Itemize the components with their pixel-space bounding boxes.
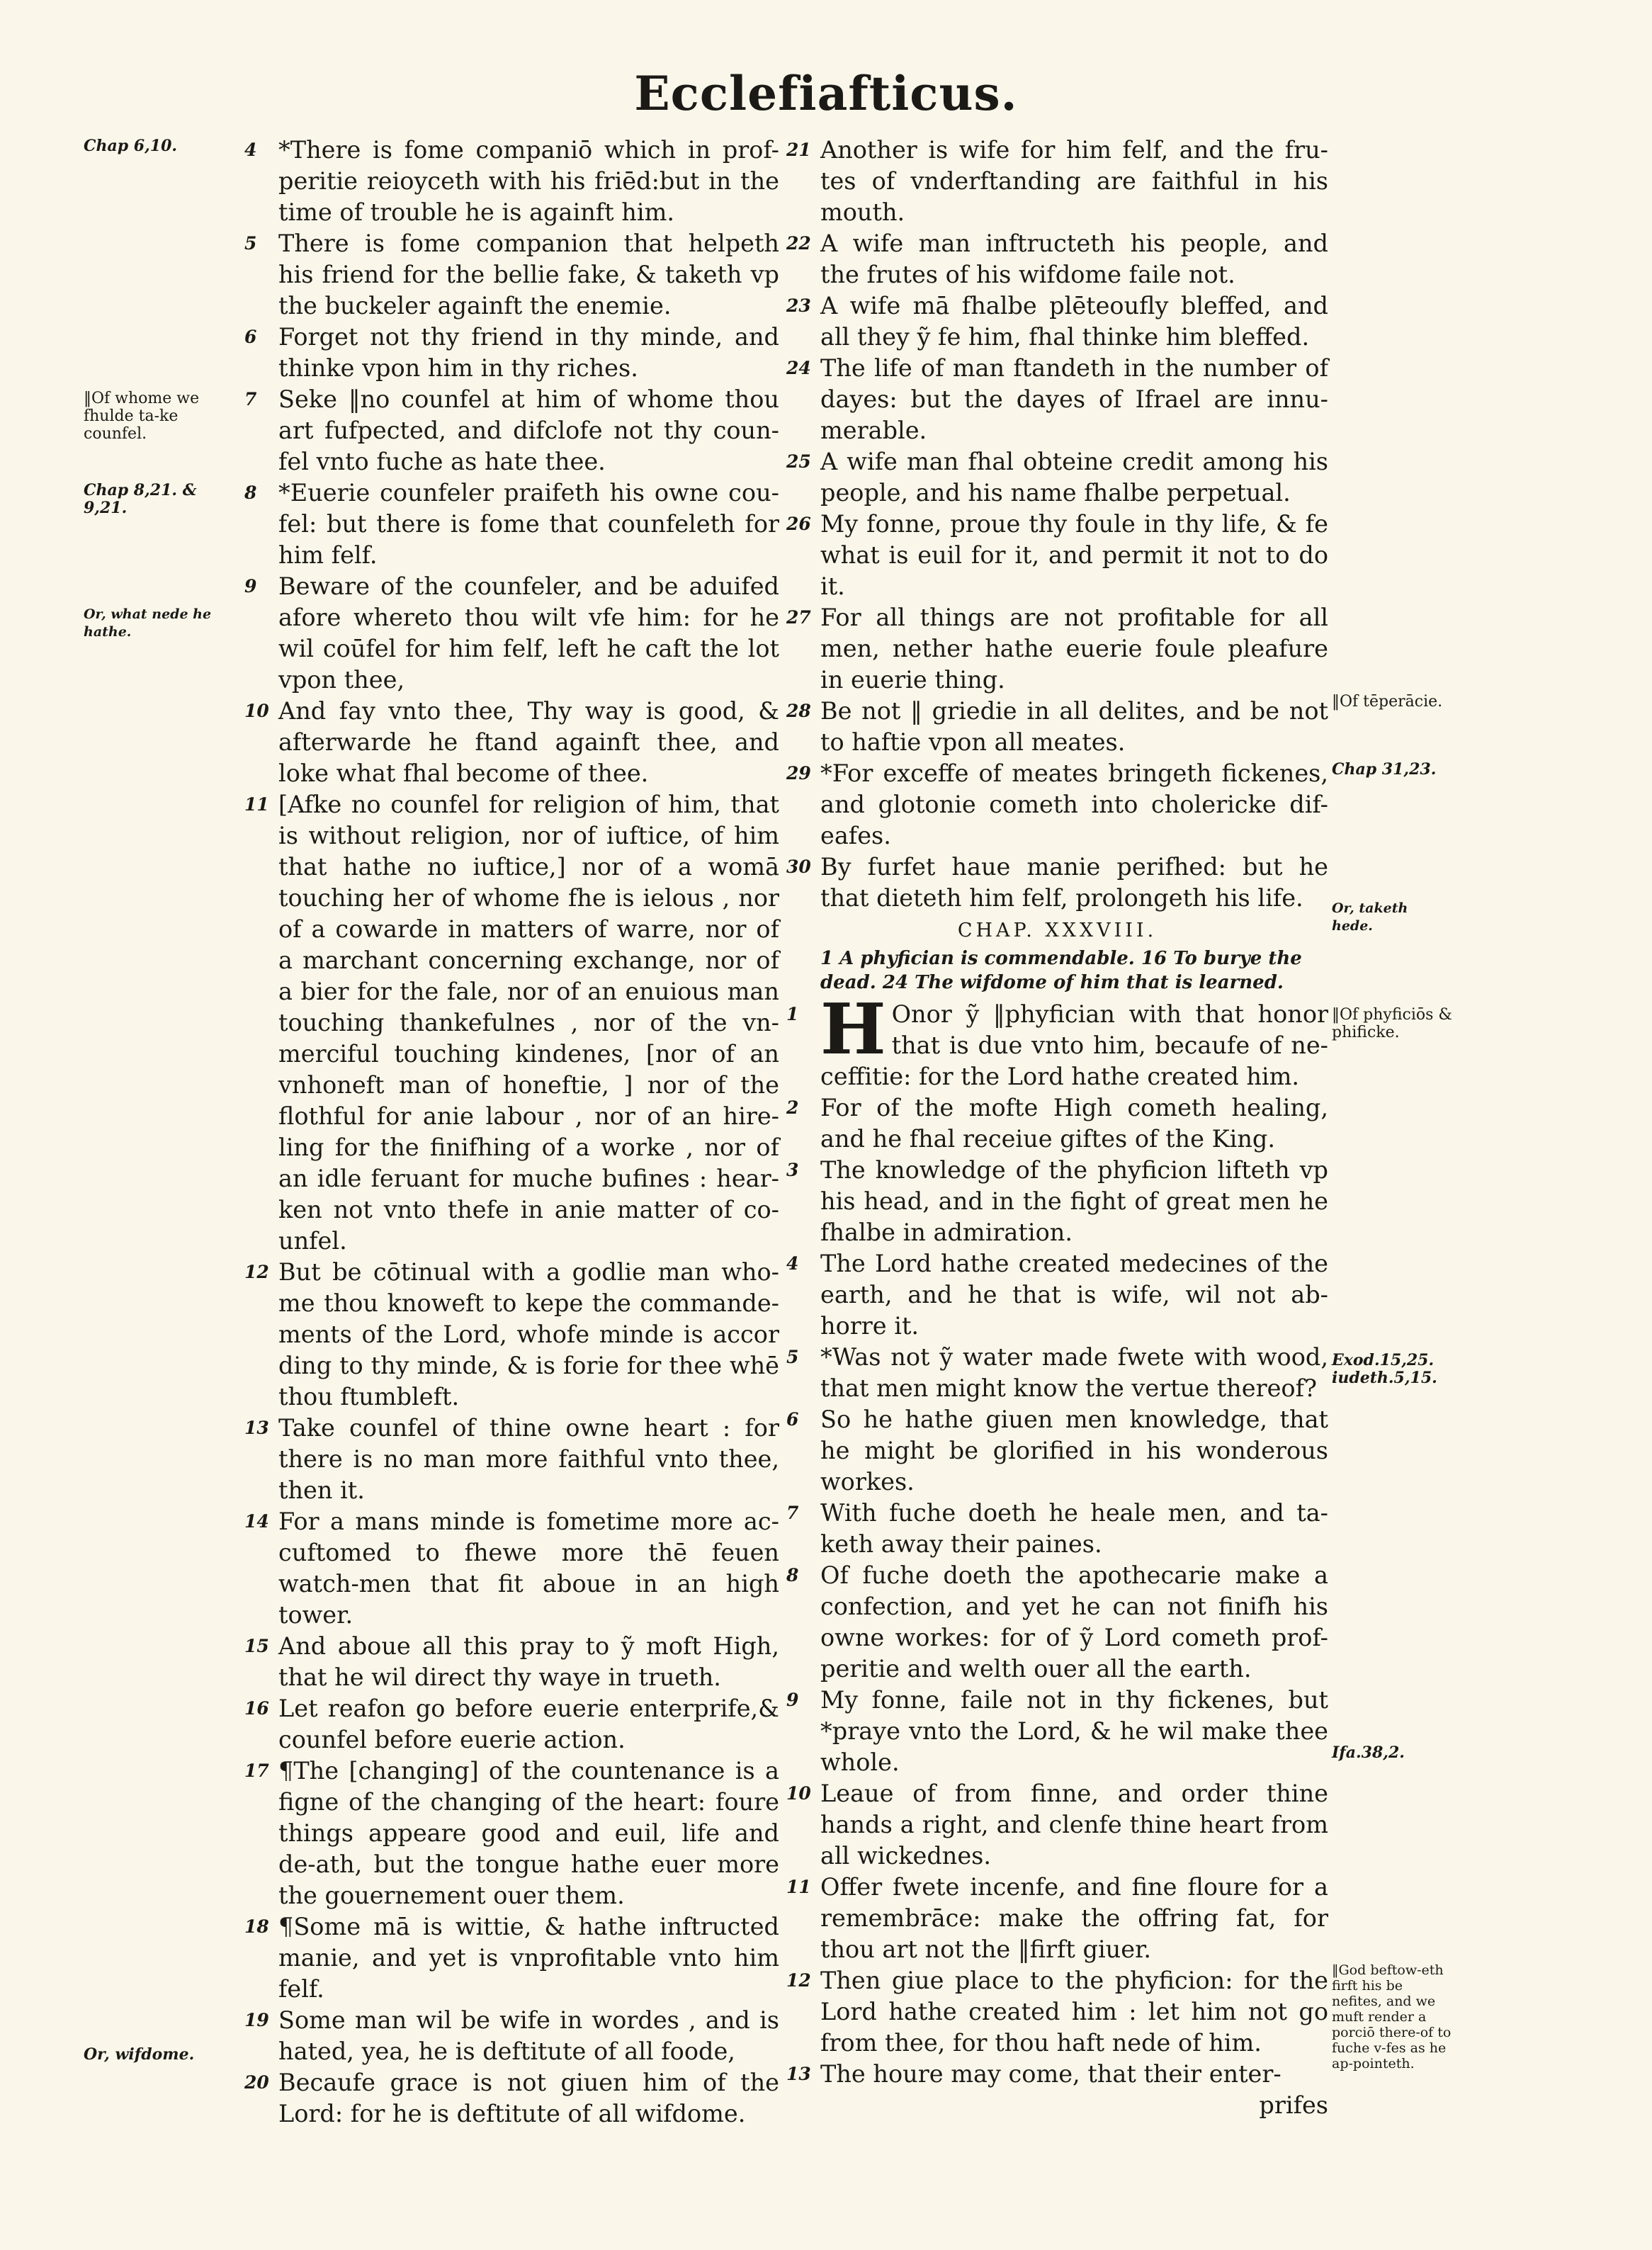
verse-text: Offer fwete incenfe, and fine floure for a remembrāce: make the offring fat, for thou art not the ‖firft giuer. <box>820 1873 1328 1963</box>
verse-number: 7 <box>244 389 257 409</box>
verse-text: For of the mofte High cometh healing, and he fhal receiue giftes of the King. <box>820 1094 1328 1153</box>
verse-text: ¶Some mā is wittie, & hathe inftructed manie, and yet is vnprofitable vnto him felf. <box>278 1913 779 2003</box>
verse-text: Another is wife for him felf, and the fru-tes of vnderftanding are faithful in his mouth. <box>820 136 1328 226</box>
verse <box>244 1413 779 1506</box>
verse-text: So he hathe giuen men knowledge, that he might be glorified in his wonderous workes. <box>820 1406 1328 1496</box>
verse-text: [Afke no counfel for religion of him, that is without religion, nor of iuftice, of him that hathe no iuftice,] nor of a womā touching her of whome fhe is ielous , nor of a cowarde in matters of warre, nor of a marchant concerning exchange, nor of a bier for the fale, nor of an enuious man touching thankefulnes , nor of the vn-merciful touching kindenes, [nor of an vnhoneft man of honeftie, ] nor of the flothful for anie labour , nor of an hire-ling for the finifhing of a worke , nor of an idle feruant for muche bufines : hear-ken not vnto thefe in anie matter of co-unfel. <box>278 791 779 1255</box>
verse <box>244 1257 779 1413</box>
verse <box>244 2067 779 2130</box>
verse-number: 27 <box>786 607 811 628</box>
verse <box>786 1560 1328 1685</box>
verse <box>786 135 1328 228</box>
verse-text: My fonne, proue thy foule in thy life, & fe what is euil for it, and permit it not to do it. <box>820 510 1328 600</box>
verse-number: 11 <box>244 794 269 815</box>
margin-note: ‖Of phyficiōs & phificke. <box>1332 1006 1452 1041</box>
verse-text: For all things are not profitable for all men, nether hathe euerie foule pleafure in euerie thing. <box>820 604 1328 694</box>
margin-note: ‖Of whome we fhulde ta-ke counfel. <box>84 390 200 443</box>
verse-number: 21 <box>786 140 811 160</box>
verse <box>244 2005 779 2067</box>
margin-note: ‖God beftow-eth firft his be nefites, and we muft render a porciō there-of to fuche v-fes as he ap-pointeth. <box>1332 1962 1452 2071</box>
verse <box>244 1693 779 1756</box>
verse-number: 6 <box>244 327 257 347</box>
left-column <box>244 135 779 2130</box>
verse-number: 12 <box>244 1262 269 1282</box>
verse <box>786 290 1328 353</box>
margin-note: Ifa.38,2. <box>1332 1743 1405 1762</box>
verse <box>244 384 779 477</box>
verse-text: Seke ‖no counfel at him of whome thou art fufpected, and difclofe not thy coun-fel vnto fuche as hate thee. <box>278 385 779 475</box>
verse-number: 6 <box>786 1409 799 1430</box>
drop-cap: H <box>820 989 886 1070</box>
verse <box>244 1911 779 2005</box>
verse-text: The knowledge of the phyficion lifteth vp his head, and in the fight of great men he fhalbe in admiration. <box>820 1156 1328 1246</box>
verse <box>786 696 1328 758</box>
verse-number: 9 <box>786 1690 799 1710</box>
verse <box>244 477 779 571</box>
verse-number: 28 <box>786 701 811 721</box>
verse <box>786 353 1328 446</box>
verse <box>244 135 779 228</box>
verse-text: ¶The [changing] of the countenance is a figne of the changing of the heart: foure things appeare good and euil, life and de-ath, but the tongue hathe euer more the gouernement ouer them. <box>278 1757 779 1909</box>
verse-number: 4 <box>244 140 257 160</box>
verse-number: 24 <box>786 358 811 378</box>
verse-text: Some man wil be wife in wordes , and is hated, yea, he is deftitute of all foode, <box>278 2006 779 2065</box>
verse <box>244 571 779 696</box>
verse-text: By furfet haue manie perifhed: but he that dieteth him felf, prolongeth his life. <box>820 853 1328 912</box>
verse <box>786 446 1328 509</box>
verse-number: 14 <box>244 1511 269 1532</box>
verse-text: Beware of the counfeler, and be aduifed afore whereto thou wilt vfe him: for he wil coūfel for him felf, left he caft the lot vpon thee, <box>278 572 779 694</box>
verse-number: 13 <box>786 2064 811 2084</box>
verse <box>244 696 779 789</box>
verse-number: 30 <box>786 857 811 877</box>
right-column <box>786 135 1328 2121</box>
verse-text: A wife man fhal obteine credit among his people, and his name fhalbe perpetual. <box>820 448 1328 507</box>
verse <box>786 1092 1328 1155</box>
verse-number: 19 <box>244 2010 269 2030</box>
verse-text: Of fuche doeth the apothecarie make a confection, and yet he can not finifh his owne workes: for of ỹ Lord cometh prof-peritie and welth ouer all the earth. <box>820 1561 1328 1683</box>
verse-text: The Lord hathe created medecines of the earth, and he that is wife, wil not ab-horre it. <box>820 1250 1328 1340</box>
catchword: prifes <box>1259 2091 1328 2119</box>
verse <box>786 758 1328 852</box>
verse-number: 10 <box>244 701 269 721</box>
verse-number: 5 <box>786 1347 799 1367</box>
verse-number: 16 <box>244 1698 269 1719</box>
verse-number: 5 <box>244 233 257 254</box>
margin-note: Exod.15,25. iudeth.5,15. <box>1332 1351 1437 1387</box>
margin-note: ‖Of tēperācie. <box>1332 693 1443 711</box>
verse <box>786 852 1328 914</box>
verse-number: 9 <box>244 576 257 597</box>
verse-text: Leaue of from finne, and order thine hands a right, and clenfe thine heart from all wickednes. <box>820 1780 1328 1870</box>
margin-note: Or, what nede he hathe. <box>84 606 212 640</box>
verse <box>786 1685 1328 1778</box>
verse <box>786 1155 1328 1248</box>
verse-text: Be not ‖ griedie in all delites, and be not to haftie vpon all meates. <box>820 697 1328 756</box>
verse-number: 26 <box>786 514 811 534</box>
verse-number: 29 <box>786 763 811 784</box>
verse-text: *Was not ỹ water made fwete with wood, that men might know the vertue thereof? <box>820 1343 1328 1402</box>
verse-number: 12 <box>786 1970 811 1991</box>
verse-number: 15 <box>244 1636 269 1656</box>
verse-number: 8 <box>786 1565 799 1585</box>
verse-text: The houre may come, that their enter- <box>820 2060 1282 2088</box>
verse-text: Let reafon go before euerie enterprife,& counfel before euerie action. <box>278 1695 779 1753</box>
verse-number: 10 <box>786 1783 811 1804</box>
verse-text: And fay vnto thee, Thy way is good, & afterwarde he ftand againft thee, and loke what fhal become of thee. <box>278 697 779 787</box>
verse <box>786 1778 1328 1872</box>
verse-text: Forget not thy friend in thy minde, and thinke vpon him in thy riches. <box>278 323 779 382</box>
verse-text: The life of man ftandeth in the number of dayes: but the dayes of Ifrael are innu-merable. <box>820 354 1328 444</box>
verse-text: Take counfel of thine owne heart : for there is no man more faithful vnto thee, then it. <box>278 1414 779 1504</box>
margin-note: Chap 31,23. <box>1332 760 1437 779</box>
verse <box>786 1342 1328 1404</box>
verse-number: 18 <box>244 1916 269 1937</box>
verse-number: 1 <box>786 1004 799 1024</box>
verse <box>244 789 779 1257</box>
verse-number: 7 <box>786 1503 799 1523</box>
verse-text: *For exceffe of meates bringeth fickenes, and glotonie cometh into cholericke dif-eafes. <box>820 759 1328 849</box>
verse-text: My fonne, faile not in thy fickenes, but *praye vnto the Lord, & he wil make thee whole. <box>820 1686 1328 1776</box>
verse-number: 2 <box>786 1097 799 1118</box>
verse <box>786 1872 1328 1965</box>
verse <box>786 509 1328 602</box>
verse-text: Onor ỹ ‖phyfician with that honor that is due vnto him, becaufe of ne-ceffitie: for the Lord hathe created him. <box>820 1000 1328 1090</box>
chapter-heading: CHAP. XXXVIII. <box>957 920 1158 942</box>
verse-text: *Euerie counfeler praifeth his owne cou-fel: but there is fome that counfeleth for him felf. <box>278 479 779 569</box>
verse-text: A wife man inftructeth his people, and the frutes of his wifdome faile not. <box>820 230 1328 288</box>
verse-number: 20 <box>244 2072 269 2093</box>
verse <box>786 1965 1328 2059</box>
verse-text: And aboue all this pray to ỹ moft High, that he wil direct thy waye in trueth. <box>278 1632 779 1691</box>
verse <box>786 1248 1328 1342</box>
verse-number: 3 <box>786 1160 799 1180</box>
verse-text: *There is fome companiō which in prof-peritie reioyceth with his friēd:but in the time of trouble he is againft him. <box>278 136 779 226</box>
verse <box>244 1506 779 1631</box>
verse-number: 11 <box>786 1877 811 1897</box>
running-head: Ecclefiafticus. <box>634 66 1018 121</box>
verse-text: For a mans minde is fometime more ac-cuftomed to fhewe more thē feuen watch-men that fit aboue in an high tower. <box>278 1508 779 1629</box>
verse-text: There is fome companion that helpeth his friend for the bellie fake, & taketh vp the buckeler againft the enemie. <box>278 230 779 320</box>
margin-note: Chap 8,21. & 9,21. <box>84 481 197 517</box>
verse <box>786 1404 1328 1498</box>
margin-note: Or, taketh hede. <box>1332 900 1408 934</box>
verse-number: 13 <box>244 1418 269 1438</box>
verse-text: Then giue place to the phyficion: for the Lord hathe created him : let him not go from thee, for thou haft nede of him. <box>820 1967 1328 2057</box>
verse-number: 22 <box>786 233 811 254</box>
verse <box>244 322 779 384</box>
margin-note: Or, wifdome. <box>84 2045 195 2064</box>
verse <box>244 1756 779 1911</box>
verse-text: A wife mā fhalbe plēteoufly bleffed, and all they ỹ fe him, fhal thinke him bleffed. <box>820 292 1328 351</box>
verse-number: 8 <box>244 482 257 503</box>
verse <box>786 2059 1328 2090</box>
verse-text: Becaufe grace is not giuen him of the Lord: for he is deftitute of all wifdome. <box>278 2069 779 2127</box>
verse <box>786 1498 1328 1560</box>
verse <box>244 228 779 322</box>
verse-text: With fuche doeth he heale men, and ta-keth away their paines. <box>820 1499 1328 1558</box>
verse <box>244 1631 779 1693</box>
chapter-summary: 1 A phyfician is commendable. 16 To burye the dead. 24 The wifdome of him that is learned. <box>820 948 1302 993</box>
verse-text: But be cōtinual with a godlie man who-me thou knoweft to kepe the commande-ments of the Lord, whofe minde is accor ding to thy minde, & is forie for thee whē thou ftumbleft. <box>278 1258 779 1411</box>
verse-first <box>786 989 1328 1092</box>
margin-note: Chap 6,10. <box>84 137 178 155</box>
verse <box>786 602 1328 696</box>
verse-number: 25 <box>786 451 811 472</box>
verse-number: 23 <box>786 295 811 316</box>
verse-number: 4 <box>786 1253 799 1274</box>
verse-number: 17 <box>244 1760 269 1781</box>
verse <box>786 228 1328 290</box>
